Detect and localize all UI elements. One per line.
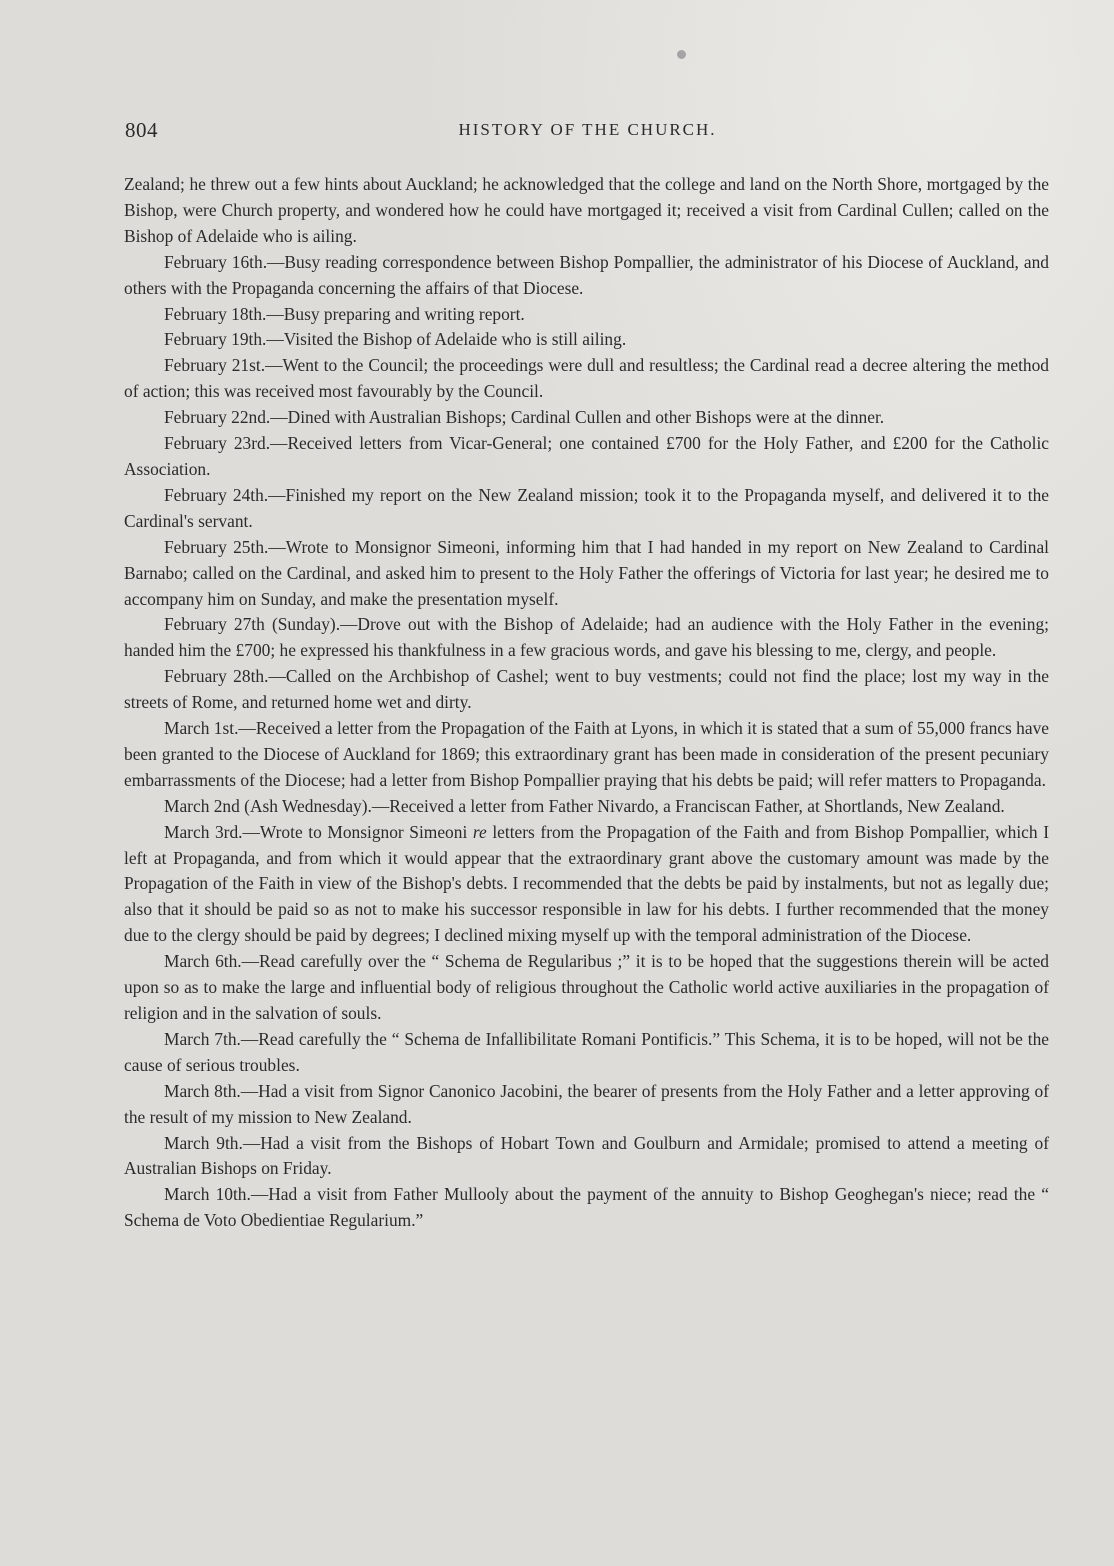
running-title: HISTORY OF THE CHURCH.: [458, 120, 717, 139]
diary-entry-feb-23: February 23rd.—Received letters from Vicar-General; one contained £700 for the Holy Father, and £200 for the Catholic Association.: [124, 433, 1049, 479]
diary-entry-mar-1: March 1st.—Received a letter from the Propagation of the Faith at Lyons, in which it is stated that a sum of 55,000 francs have been granted to the Diocese of Auckland for 1869; this extraordinary grant has been made in consideration of the present pecuniary embarrassments of the Diocese; had a letter from Bishop Pompallier praying that his debts be paid; will refer matters to Propaganda.: [124, 718, 1049, 790]
mar-3-text-start: March 3rd.—Wrote to Monsignor Simeoni: [164, 821, 473, 842]
diary-entry-feb-27: February 27th (Sunday).—Drove out with the Bishop of Adelaide; had an audience with the Holy Father in the evening; handed him the £700; he expressed his thankfulness in a few gracious words, and gave his blessing to me, clergy, and people.: [124, 614, 1049, 661]
mar-3-text-end: letters from the Propagation of the Faith and from Bishop Pompallier, which I left at Propaganda, and from which it would appear that the extraordinary grant above the customary amount was made by the Propagation of the Faith in view of the Bishop's debts. I recommended that the debts be paid by instalments, but not as legally due; also that it should be paid so as not to make his successor responsible in law for his debts. I further recommended that the money due to the clergy should be paid by degrees; I declined mixing myself up with the temporal administration of the Diocese.: [124, 821, 1049, 946]
mar-3-italic-re: re: [472, 821, 487, 842]
diary-entry-feb-18: February 18th.—Busy preparing and writing report.: [164, 303, 525, 324]
diary-entry-mar-8: March 8th.—Had a visit from Signor Canonico Jacobini, the bearer of presents from the Holy Father and a letter approving of the result of my mission to New Zealand.: [124, 1080, 1049, 1127]
diary-entry-feb-24: February 24th.—Finished my report on the New Zealand mission; took it to the Propaganda myself, and delivered it to the Cardinal's servant.: [124, 484, 1049, 531]
body-text: [124, 172, 1049, 1234]
diary-entry-mar-6: March 6th.—Read carefully over the “ Schema de Regularibus ;” it is to be hoped that the suggestions therein will be acted upon so as to make the large and influential body of religious throughout the Catholic world active auxiliaries in the propagation of religion and in the salvation of souls.: [124, 951, 1049, 1023]
paragraph-continuation: Zealand; he threw out a few hints about Auckland; he acknowledged that the college and land on the North Shore, mortgaged by the Bishop, were Church property, and wondered how he could have mortgaged it; received a visit from Cardinal Cullen; called on the Bishop of Adelaide who is ailing.: [124, 174, 1049, 246]
ink-spot: [677, 50, 686, 59]
diary-entry-mar-10: March 10th.—Had a visit from Father Mullooly about the payment of the annuity to Bishop Geoghegan's niece; read the “ Schema de Voto Obedientiae Regularium.”: [124, 1184, 1049, 1231]
page-number: 804: [125, 118, 158, 142]
diary-entry-mar-3: [124, 820, 1049, 950]
diary-entry-mar-2: March 2nd (Ash Wednesday).—Received a letter from Father Nivardo, a Franciscan Father, at Shortlands, New Zealand.: [164, 795, 1005, 816]
diary-entry-feb-19: February 19th.—Visited the Bishop of Adelaide who is still ailing.: [164, 329, 627, 350]
diary-entry-feb-28: February 28th.—Called on the Archbishop of Cashel; went to buy vestments; could not find the place; lost my way in the streets of Rome, and returned home wet and dirty.: [124, 666, 1049, 713]
diary-entry-feb-25: February 25th.—Wrote to Monsignor Simeoni, informing him that I had handed in my report on New Zealand to Cardinal Barnabo; called on the Cardinal, and asked him to present to the Holy Father the offerings of Victoria for last year; he desired me to accompany him on Sunday, and make the presentation myself.: [124, 536, 1049, 609]
page-header: [125, 118, 1050, 148]
diary-entry-mar-9: March 9th.—Had a visit from the Bishops of Hobart Town and Goulburn and Armidale; promised to attend a meeting of Australian Bishops on Friday.: [124, 1132, 1049, 1179]
diary-entry-feb-16: February 16th.—Busy reading correspondence between Bishop Pompallier, the administrator of his Diocese of Auckland, and others with the Propaganda concerning the affairs of that Diocese.: [124, 251, 1049, 298]
diary-entry-feb-22: February 22nd.—Dined with Australian Bishops; Cardinal Cullen and other Bishops were at the dinner.: [164, 407, 885, 428]
diary-entry-mar-7: March 7th.—Read carefully the “ Schema de Infallibilitate Romani Pontificis.” This Schema, it is to be hoped, will not be the cause of serious troubles.: [124, 1028, 1049, 1075]
diary-entry-feb-21: February 21st.—Went to the Council; the proceedings were dull and resultless; the Cardinal read a decree altering the method of action; this was received most favourably by the Council.: [124, 355, 1049, 402]
